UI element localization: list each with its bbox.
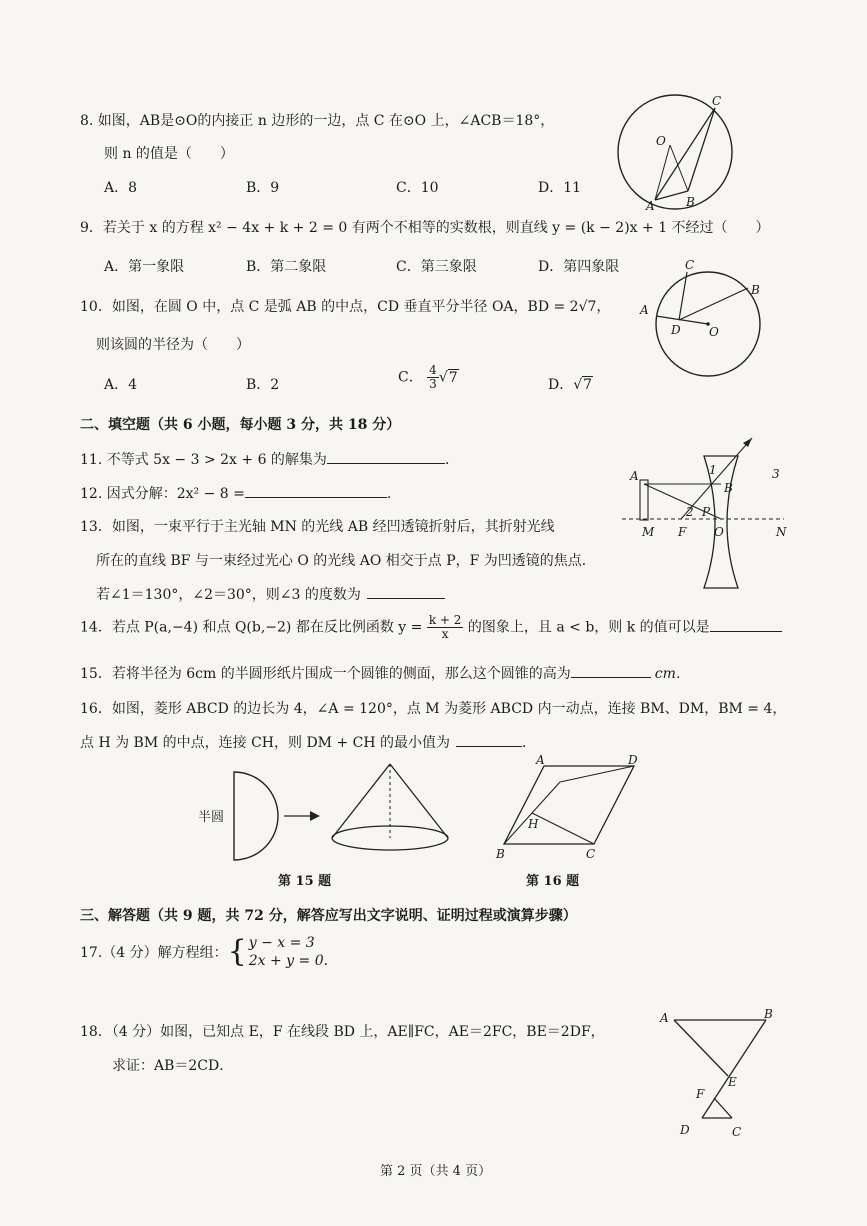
q10-option-d-radicand: 7 [583,377,593,393]
q13-label-o: O [714,525,724,539]
q13-stem-line3: 若∠1＝130°，∠2＝30°，则∠3 的度数为 [96,584,445,604]
q10-label-a: A [640,303,649,317]
q13-label-m: M [642,525,655,539]
q9-option-c: C．第三象限 [396,259,477,275]
fig15-caption: 第 15 题 [278,874,332,889]
q8-option-c: C．10 [396,180,439,196]
q15: 15．若将半径为 6cm 的半圆形纸片围成一个圆锥的侧面，那么这个圆锥的高为 cm． [80,663,690,683]
q16-stem-line1: 16．如图，菱形 ABCD 的边长为 4，∠A = 120°，点 M 为菱形 ABCD 内一动点，连接 BM、DM，BM = 4， [80,701,787,717]
q18-label-b: B [764,1007,773,1021]
q18-label-c: C [732,1125,742,1139]
q18-label-a: A [660,1011,669,1025]
q17: 17.（4 分）解方程组：{ y − x = 3 2x + y = 0 ． [80,934,338,969]
q18-figure [654,1006,784,1141]
fig16-label-h: H [528,817,539,831]
q8-option-b: B．9 [246,180,280,196]
q10-label-c: C [685,258,695,272]
fig15-semicircle-to-cone [196,758,456,868]
q9-option-b: B．第二象限 [246,259,327,275]
fig16-label-d: D [628,753,638,767]
q14: 14．若点 P(a,−4) 和点 Q(b,−2) 都在反比例函数 y = $\frac{k + 2}{x}$ 的图象上，且 a < b，则 k 的值可以是 [80,614,782,641]
q13-angle-3: 3 [772,467,780,481]
q10-option-a: A．4 [104,377,138,393]
q13-label-f: F [678,525,687,539]
q13-label-p: P [702,505,711,519]
q18-label-d: D [680,1123,690,1137]
q17-equation-1: y − x = 3 [248,935,315,951]
q8-option-a: A．8 [104,180,138,196]
section-3-heading: 三、解答题（共 9 题，共 72 分，解答应写出文字说明、证明过程或演算步骤） [80,908,577,924]
q8-option-d: D．11 [538,180,582,196]
q15-answer-blank[interactable] [571,663,651,678]
q12-answer-blank[interactable] [245,483,387,498]
fig16-caption: 第 16 题 [526,874,580,889]
q10-option-d: D．√7 [548,377,593,393]
fig16-label-c: C [586,847,596,861]
q14-fraction: $\frac{k + 2}{x}$ [428,613,462,641]
q10-stem-line2: 则该圆的半径为（ ） [96,337,250,353]
q13-label-a: A [630,469,639,483]
q14-stem: 14．若点 P(a,−4) 和点 Q(b,−2) 都在反比例函数 y = [80,619,423,636]
q17-equation-2: 2x + y = 0 [248,953,324,969]
q18-label-e: E [728,1075,737,1089]
q13-label-b: B [724,481,733,495]
q12-stem: 12. 因式分解：2x² − 8 = [80,486,245,502]
q9-stem: 9．若关于 x 的方程 x² − 4x + k + 2 = 0 有两个不相等的实数根，则直线 y = (k − 2)x + 1 不经过（ ） [80,220,770,236]
q13-angle-1: 1 [709,463,717,477]
q14-answer-blank[interactable] [710,617,782,632]
q11-stem: 11. 不等式 5x − 3 > 2x + 6 的解集为 [80,452,327,468]
q16-stem-line2: 点 H 为 BM 的中点，连接 CH，则 DM + CH 的最小值为 ． [80,732,536,752]
q13-angle-2: 2 [686,505,694,519]
fig16-label-b: B [496,847,505,861]
q13-stem-line2: 所在的直线 BF 与一束经过光心 O 的光线 AO 相交于点 P，F 为凹透镜的焦点． [96,553,596,569]
q10-option-c-fraction: $\frac{4}{3}$ [429,363,437,391]
q10-label-b: B [751,283,760,297]
q10-label-o: O [709,325,719,339]
q18-label-f: F [696,1087,705,1101]
fig15-semicircle-label: 半圆 [198,810,225,825]
q10-option-c-letter: C． [398,369,423,386]
q12: 12. 因式分解：2x² − 8 = . [80,483,391,503]
q18-stem-line1: 18．（4 分）如图，已知点 E，F 在线段 BD 上，AE∥FC，AE＝2FC，BE＝2DF， [80,1024,605,1040]
q13-answer-blank[interactable] [367,584,445,599]
q13-stem-line1: 13．如图，一束平行于主光轴 MN 的光线 AB 经凹透镜折射后，其折射光线 [80,519,555,535]
q8-stem-line2: 则 n 的值是（ ） [104,146,234,162]
q11-answer-blank[interactable] [327,449,445,464]
q8-label-a: A [646,199,655,213]
q13-label-n: N [776,525,787,539]
q16-answer-blank[interactable] [456,732,522,747]
fig16-rhombus [494,754,644,864]
q9-option-a: A．第一象限 [104,259,185,275]
section-2-heading: 二、填空题（共 6 小题，每小题 3 分，共 18 分） [80,417,401,433]
q9-option-d: D．第四象限 [538,259,620,275]
q10-label-d: D [671,323,681,337]
q17-stem: 17.（4 分）解方程组： [80,945,228,961]
fig16-label-a: A [536,753,545,767]
q8-label-o: O [656,134,666,148]
q18-stem-line2: 求证：AB＝2CD． [112,1058,234,1074]
q8-label-b: B [686,195,695,209]
q10-circle-figure [635,258,775,378]
q10-stem-line1: 10．如图，在圆 O 中，点 C 是弧 AB 的中点，CD 垂直平分半径 OA，BD = 2√7， [80,299,611,315]
q15-stem: 15．若将半径为 6cm 的半圆形纸片围成一个圆锥的侧面，那么这个圆锥的高为 [80,666,571,682]
q8-stem-line1: 8. 如图，AB是⊙O的内接正 n 边形的一边，点 C 在⊙O 上，∠ACB＝18°， [80,113,555,129]
q8-circle-figure [600,90,760,215]
q10-option-c: C． $\frac{4}{3}$ √7 [398,363,458,391]
page-footer: 第 2 页（共 4 页） [380,1164,492,1179]
q8-label-c: C [712,94,722,108]
q13-lens-figure [616,432,791,592]
q11: 11. 不等式 5x − 3 > 2x + 6 的解集为 . [80,449,449,469]
q10-option-c-radicand: 7 [448,369,458,386]
q10-option-b: B．2 [246,377,280,393]
